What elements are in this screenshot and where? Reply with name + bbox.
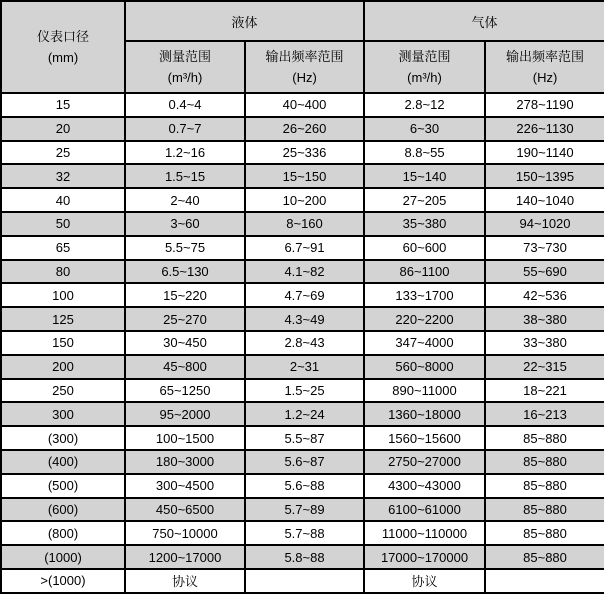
gas-frequency-cell: 85~880 — [485, 450, 604, 474]
gas-frequency-cell: 55~690 — [485, 260, 604, 284]
liquid-frequency-cell: 1.2~24 — [245, 402, 364, 426]
liquid-frequency-cell: 6.7~91 — [245, 236, 364, 260]
gas-measure-cell: 890~11000 — [364, 379, 485, 403]
liquid-measure-cell: 100~1500 — [125, 426, 245, 450]
gas-measure-cell: 6100~61000 — [364, 498, 485, 522]
liquid-frequency-cell: 8~160 — [245, 212, 364, 236]
liquid-frequency-cell: 2.8~43 — [245, 331, 364, 355]
liquid-frequency-cell: 5.6~88 — [245, 474, 364, 498]
header-gas-group: 气体 — [364, 1, 604, 41]
diameter-cell: 40 — [1, 188, 125, 212]
header-liquid-measure-unit: (m³/h) — [167, 70, 203, 85]
gas-frequency-cell: 33~380 — [485, 331, 604, 355]
table-row — [1, 569, 604, 593]
header-liquid-measure-label: 测量范围 — [158, 49, 211, 64]
liquid-measure-cell: 1.5~15 — [125, 164, 245, 188]
table-row — [1, 283, 604, 307]
diameter-cell: (1000) — [1, 545, 125, 569]
diameter-cell: (300) — [1, 426, 125, 450]
table-row — [1, 426, 604, 450]
gas-frequency-cell: 85~880 — [485, 474, 604, 498]
gas-frequency-cell: 226~1130 — [485, 117, 604, 141]
liquid-measure-cell: 95~2000 — [125, 402, 245, 426]
header-liquid-measure-range — [125, 41, 245, 93]
header-diameter-label: 仪表口径 — [36, 29, 89, 44]
liquid-measure-cell: 15~220 — [125, 283, 245, 307]
diameter-cell: 50 — [1, 212, 125, 236]
table-row — [1, 141, 604, 165]
liquid-measure-cell: 5.5~75 — [125, 236, 245, 260]
diameter-cell: (800) — [1, 521, 125, 545]
table-row — [1, 236, 604, 260]
gas-measure-cell: 86~1100 — [364, 260, 485, 284]
table-row — [1, 331, 604, 355]
table-row — [1, 307, 604, 331]
table-body — [1, 93, 604, 593]
diameter-cell: (600) — [1, 498, 125, 522]
liquid-measure-cell: 180~3000 — [125, 450, 245, 474]
gas-measure-cell: 133~1700 — [364, 283, 485, 307]
table-row — [1, 164, 604, 188]
gas-frequency-cell: 150~1395 — [485, 164, 604, 188]
liquid-measure-cell: 300~4500 — [125, 474, 245, 498]
gas-frequency-cell: 140~1040 — [485, 188, 604, 212]
gas-measure-cell: 1360~18000 — [364, 402, 485, 426]
gas-measure-cell: 2750~27000 — [364, 450, 485, 474]
liquid-frequency-cell — [245, 569, 364, 593]
gas-measure-cell: 1560~15600 — [364, 426, 485, 450]
gas-measure-cell: 17000~170000 — [364, 545, 485, 569]
gas-frequency-cell: 278~1190 — [485, 93, 604, 117]
header-diameter-unit: (mm) — [47, 50, 79, 65]
table-row — [1, 212, 604, 236]
header-row-groups — [1, 1, 604, 41]
gas-frequency-cell: 16~213 — [485, 402, 604, 426]
header-gas-measure-unit: (m³/h) — [407, 70, 442, 85]
gas-frequency-cell: 94~1020 — [485, 212, 604, 236]
header-liquid-frequency-unit: (Hz) — [292, 70, 317, 85]
gas-frequency-cell — [485, 569, 604, 593]
gas-measure-cell: 60~600 — [364, 236, 485, 260]
liquid-frequency-cell: 1.5~25 — [245, 379, 364, 403]
diameter-cell: 20 — [1, 117, 125, 141]
header-gas-measure-range — [364, 41, 485, 93]
gas-frequency-cell: 18~221 — [485, 379, 604, 403]
liquid-measure-cell: 0.7~7 — [125, 117, 245, 141]
liquid-frequency-cell: 25~336 — [245, 141, 364, 165]
liquid-measure-cell: 30~450 — [125, 331, 245, 355]
gas-frequency-cell: 85~880 — [485, 426, 604, 450]
table-row — [1, 521, 604, 545]
liquid-frequency-cell: 5.7~88 — [245, 521, 364, 545]
gas-frequency-cell: 73~730 — [485, 236, 604, 260]
header-liquid-group: 液体 — [125, 1, 364, 41]
gas-measure-cell: 220~2200 — [364, 307, 485, 331]
diameter-cell: 25 — [1, 141, 125, 165]
liquid-measure-cell: 3~60 — [125, 212, 245, 236]
gas-frequency-cell: 38~380 — [485, 307, 604, 331]
liquid-measure-cell: 2~40 — [125, 188, 245, 212]
gas-measure-cell: 协议 — [364, 569, 485, 593]
table-row — [1, 402, 604, 426]
gas-frequency-cell: 85~880 — [485, 521, 604, 545]
header-liquid-frequency-label: 输出频率范围 — [265, 49, 344, 64]
diameter-cell: >(1000) — [1, 569, 125, 593]
table-row — [1, 379, 604, 403]
liquid-frequency-cell: 10~200 — [245, 188, 364, 212]
gas-frequency-cell: 42~536 — [485, 283, 604, 307]
gas-measure-cell: 4300~43000 — [364, 474, 485, 498]
table-row — [1, 93, 604, 117]
table-row — [1, 188, 604, 212]
table-row — [1, 260, 604, 284]
diameter-cell: 65 — [1, 236, 125, 260]
diameter-cell: 80 — [1, 260, 125, 284]
table-row — [1, 450, 604, 474]
liquid-frequency-cell: 26~260 — [245, 117, 364, 141]
header-gas-frequency-unit: (Hz) — [532, 70, 558, 85]
gas-measure-cell: 27~205 — [364, 188, 485, 212]
gas-measure-cell: 2.8~12 — [364, 93, 485, 117]
gas-measure-cell: 35~380 — [364, 212, 485, 236]
gas-measure-cell: 8.8~55 — [364, 141, 485, 165]
diameter-cell: 125 — [1, 307, 125, 331]
liquid-frequency-cell: 2~31 — [245, 355, 364, 379]
gas-measure-cell: 6~30 — [364, 117, 485, 141]
gas-measure-cell: 15~140 — [364, 164, 485, 188]
gas-frequency-cell: 85~880 — [485, 498, 604, 522]
liquid-frequency-cell: 5.7~89 — [245, 498, 364, 522]
liquid-measure-cell: 25~270 — [125, 307, 245, 331]
table-row — [1, 498, 604, 522]
header-gas-measure-label: 测量范围 — [398, 49, 451, 64]
table-row — [1, 117, 604, 141]
header-diameter — [1, 1, 125, 93]
header-liquid-frequency-range — [245, 41, 364, 93]
liquid-frequency-cell: 40~400 — [245, 93, 364, 117]
liquid-measure-cell: 0.4~4 — [125, 93, 245, 117]
header-gas-frequency-label: 输出频率范围 — [506, 49, 585, 64]
liquid-frequency-cell: 4.3~49 — [245, 307, 364, 331]
liquid-measure-cell: 协议 — [125, 569, 245, 593]
liquid-frequency-cell: 15~150 — [245, 164, 364, 188]
diameter-cell: 15 — [1, 93, 125, 117]
diameter-cell: 100 — [1, 283, 125, 307]
table-row — [1, 355, 604, 379]
diameter-cell: 200 — [1, 355, 125, 379]
table-row — [1, 545, 604, 569]
liquid-frequency-cell: 5.5~87 — [245, 426, 364, 450]
liquid-frequency-cell: 5.6~87 — [245, 450, 364, 474]
liquid-measure-cell: 450~6500 — [125, 498, 245, 522]
gas-frequency-cell: 22~315 — [485, 355, 604, 379]
diameter-cell: (400) — [1, 450, 125, 474]
gas-frequency-cell: 190~1140 — [485, 141, 604, 165]
header-gas-frequency-range — [485, 41, 604, 93]
liquid-measure-cell: 1200~17000 — [125, 545, 245, 569]
liquid-measure-cell: 65~1250 — [125, 379, 245, 403]
gas-frequency-cell: 85~880 — [485, 545, 604, 569]
liquid-measure-cell: 45~800 — [125, 355, 245, 379]
liquid-frequency-cell: 4.7~69 — [245, 283, 364, 307]
diameter-cell: 150 — [1, 331, 125, 355]
table-header — [1, 1, 604, 93]
liquid-measure-cell: 1.2~16 — [125, 141, 245, 165]
gas-measure-cell: 11000~110000 — [364, 521, 485, 545]
diameter-cell: 300 — [1, 402, 125, 426]
liquid-frequency-cell: 4.1~82 — [245, 260, 364, 284]
gas-measure-cell: 347~4000 — [364, 331, 485, 355]
liquid-frequency-cell: 5.8~88 — [245, 545, 364, 569]
table-row — [1, 474, 604, 498]
diameter-cell: 32 — [1, 164, 125, 188]
liquid-measure-cell: 750~10000 — [125, 521, 245, 545]
liquid-measure-cell: 6.5~130 — [125, 260, 245, 284]
diameter-cell: 250 — [1, 379, 125, 403]
gas-measure-cell: 560~8000 — [364, 355, 485, 379]
diameter-cell: (500) — [1, 474, 125, 498]
